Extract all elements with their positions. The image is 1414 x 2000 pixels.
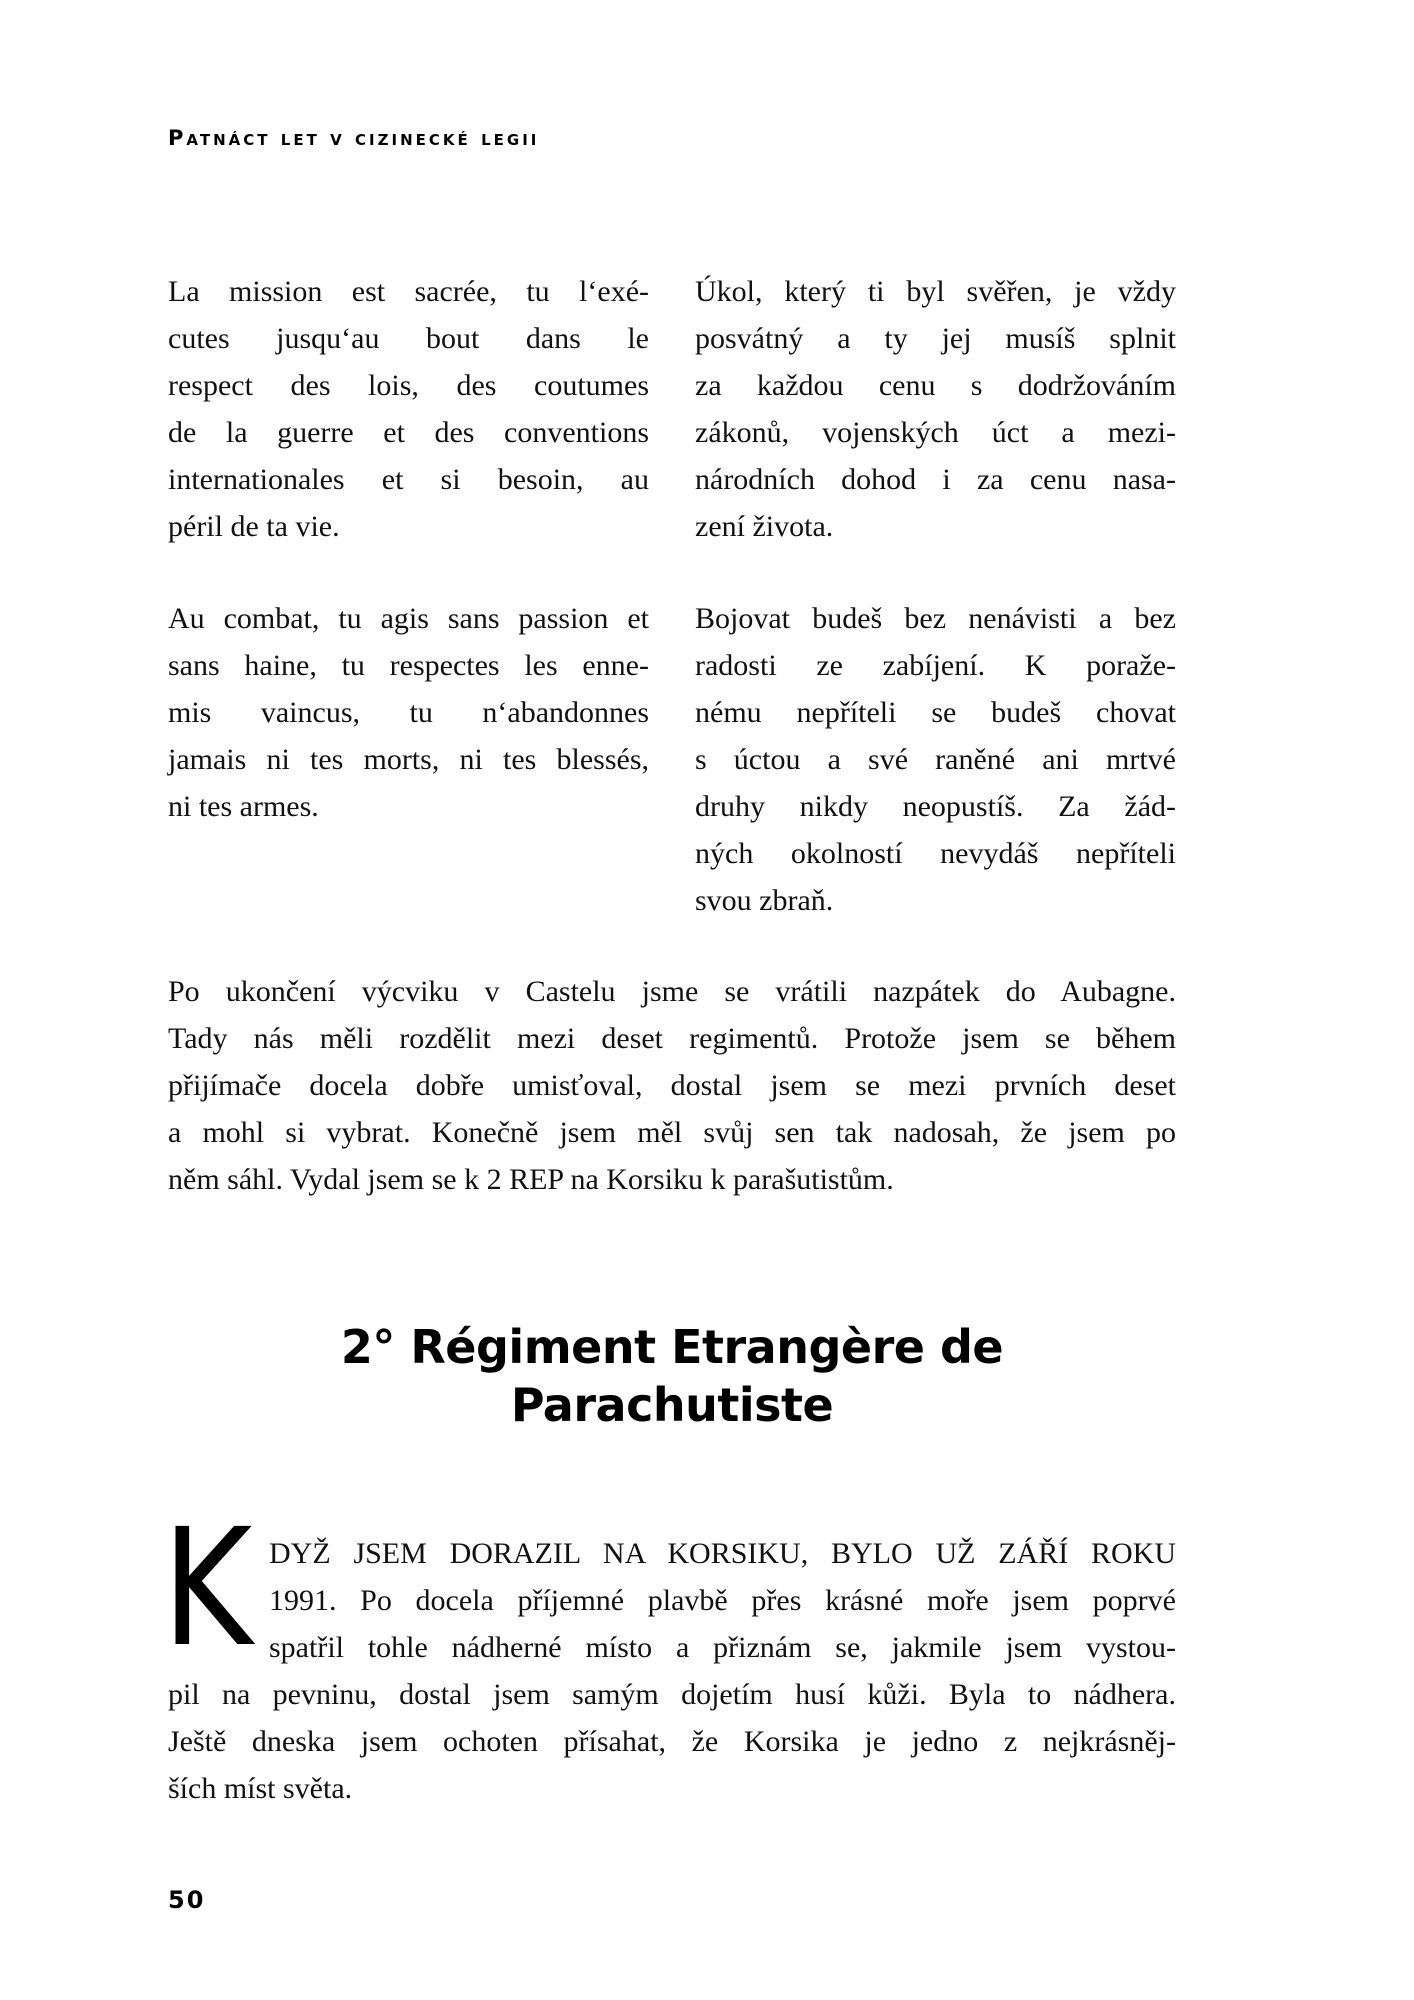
- text-line: Po ukončení výcviku v Castelu jsme se vrátili nazpátek do Aubagne.: [168, 975, 1176, 1008]
- text-line: spatřil tohle nádherné místo a přiznám se, jakmile jsem vystou-: [269, 1631, 1176, 1664]
- french-paragraph-2: [168, 595, 649, 830]
- text-line: sans haine, tu respectes les enne-: [168, 649, 649, 682]
- text-line: s úctou a své raněné ani mrtvé: [695, 743, 1176, 776]
- text-line: zákonů, vojenských úct a mezi-: [695, 416, 1176, 449]
- text-line: 1991. Po docela příjemné plavbě přes krásné moře jsem poprvé: [269, 1584, 1176, 1617]
- text-line: internationales et si besoin, au: [168, 463, 649, 496]
- text-line: přijímače docela dobře umisťoval, dostal jsem se mezi prvních deset: [168, 1069, 1176, 1102]
- text-line: Ještě dneska jsem ochoten přísahat, že Korsika je jedno z nejkrásněj-: [168, 1725, 1176, 1758]
- czech-paragraph-2: [695, 595, 1176, 924]
- french-paragraph-1: [168, 268, 649, 550]
- text-line: ších míst světa.: [168, 1772, 353, 1805]
- running-head: Patnáct let v cizinecké legii: [168, 126, 540, 150]
- text-line: svou zbraň.: [695, 884, 834, 917]
- section-heading-line: Parachutiste: [510, 1378, 834, 1432]
- text-line: de la guerre et des conventions: [168, 416, 649, 449]
- text-line: péril de ta vie.: [168, 510, 340, 543]
- text-line: druhy nikdy neopustíš. Za žád-: [695, 790, 1176, 823]
- text-line: ni tes armes.: [168, 790, 319, 823]
- page-number: 50: [168, 1886, 206, 1914]
- text-line: pil na pevninu, dostal jsem samým dojetím husí kůži. Byla to nádhera.: [168, 1678, 1176, 1711]
- text-line: za každou cenu s dodržováním: [695, 369, 1176, 402]
- drop-cap: K: [162, 1495, 253, 1683]
- section-paragraph: [168, 1530, 1176, 1812]
- text-line: respect des lois, des coutumes: [168, 369, 649, 402]
- text-line: mis vaincus, tu n‘abandonnes: [168, 696, 649, 729]
- czech-paragraph-1: [695, 268, 1176, 550]
- text-line: DYŽ JSEM DORAZIL NA KORSIKU, BYLO UŽ ZÁŘÍ ROKU: [269, 1537, 1176, 1570]
- text-line: radosti ze zabíjení. K poraže-: [695, 649, 1176, 682]
- text-line: jamais ni tes morts, ni tes blessés,: [168, 743, 649, 776]
- text-line: zení života.: [695, 510, 834, 543]
- text-line: Úkol, který ti byl svěřen, je vždy: [695, 275, 1176, 308]
- text-line: ných okolností nevydáš nepříteli: [695, 837, 1176, 870]
- text-line: cutes jusqu‘au bout dans le: [168, 322, 649, 355]
- text-line: Au combat, tu agis sans passion et: [168, 602, 649, 635]
- text-line: posvátný a ty jej musíš splnit: [695, 322, 1176, 355]
- body-paragraph: [168, 968, 1176, 1203]
- text-line: národních dohod i za cenu nasa-: [695, 463, 1176, 496]
- text-line: a mohl si vybrat. Konečně jsem měl svůj sen tak nadosah, že jsem po: [168, 1116, 1176, 1149]
- text-line: Tady nás měli rozdělit mezi deset regimentů. Protože jsem se během: [168, 1022, 1176, 1055]
- text-line: něm sáhl. Vydal jsem se k 2 REP na Korsiku k parašutistům.: [168, 1163, 894, 1196]
- text-line: Bojovat budeš bez nenávisti a bez: [695, 602, 1176, 635]
- section-heading: [168, 1318, 1176, 1434]
- text-line: nému nepříteli se budeš chovat: [695, 696, 1176, 729]
- text-line: La mission est sacrée, tu l‘exé-: [168, 275, 649, 308]
- section-heading-line: 2° Régiment Etrangère de: [340, 1320, 1004, 1374]
